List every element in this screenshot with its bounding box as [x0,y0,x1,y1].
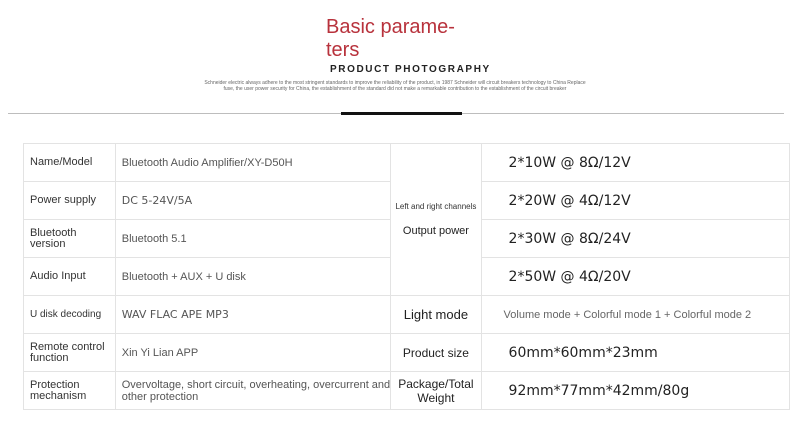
row-value: Bluetooth 5.1 [115,220,391,258]
row-label: Protection mechanism [24,372,116,410]
weight-value: 92mm*77mm*42mm/80g [481,372,789,410]
page-header [0,0,790,120]
row-label: U disk decoding [24,296,116,334]
row-value: Overvoltage, short circuit, overheating, overcurrent and other protection [115,372,391,410]
output-power-label: Output power [402,225,469,237]
spec-table [23,143,790,410]
row-label: Name/Model [24,144,116,182]
row-value: WAV FLAC APE MP3 [115,296,391,334]
page-subtitle: PRODUCT PHOTOGRAPHY [330,64,491,75]
channels-label: Left and right channels [395,202,477,211]
table-row [24,296,790,334]
row-value: Bluetooth + AUX + U disk [115,258,391,296]
row-label: Audio Input [24,258,116,296]
output-power-cell [391,144,481,296]
header-divider-accent [341,112,462,115]
table-row [24,334,790,372]
weight-label: Package/Total Weight [391,372,481,410]
row-label: Power supply [24,182,116,220]
row-label: Remote control function [24,334,116,372]
row-value: Bluetooth Audio Amplifier/XY-D50H [115,144,391,182]
output-value: 2*30W @ 8Ω/24V [481,220,789,258]
product-size-value: 60mm*60mm*23mm [481,334,789,372]
header-blurb: Schneider electric always adhere to the most stringent standards to improve the reliability of the product, in 1987 Schneider will circuit breakers technology to China Replace fuse, the user power security for China, the establishment of the standard did not make a remarkable contribution to the establishment of the circuit breaker [204,80,586,92]
row-value: DC 5-24V/5A [115,182,391,220]
light-mode-value: Volume mode + Colorful mode 1 + Colorful mode 2 [481,296,789,334]
output-value: 2*10W @ 8Ω/12V [481,144,789,182]
product-size-label: Product size [391,334,481,372]
page-title: Basic parame-ters [326,16,455,61]
row-label: Bluetooth version [24,220,116,258]
table-row [24,144,790,182]
output-value: 2*50W @ 4Ω/20V [481,258,789,296]
output-value: 2*20W @ 4Ω/12V [481,182,789,220]
row-value: Xin Yi Lian APP [115,334,391,372]
light-mode-label: Light mode [391,296,481,334]
table-row [24,372,790,410]
